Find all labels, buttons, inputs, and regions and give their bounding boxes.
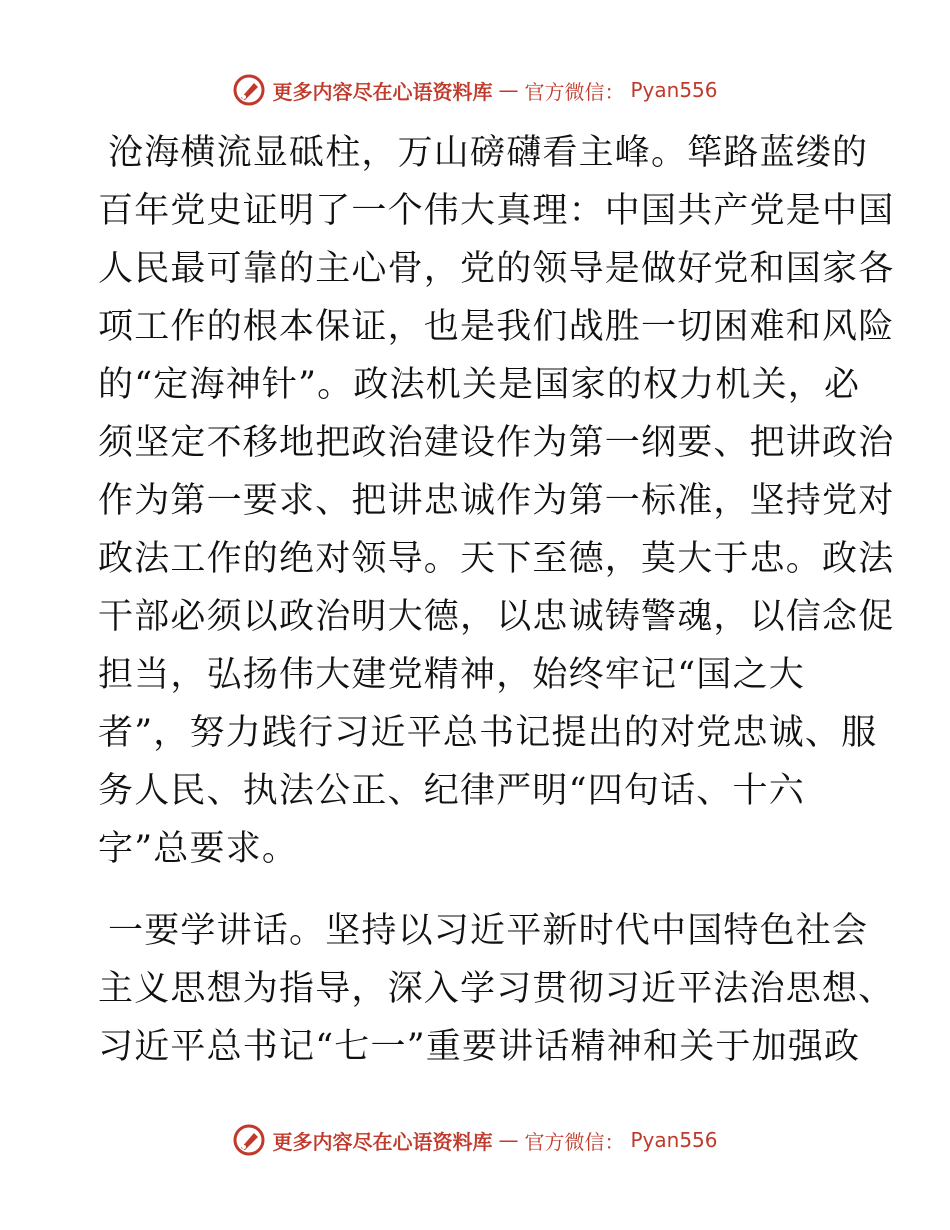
text-line: 一要学讲话。坚持以习近平新时代中国特色社会: [108, 911, 869, 951]
footer-banner: [0, 1120, 950, 1160]
text-line: 字”总要求。: [98, 829, 299, 869]
text-line: 担当，弘扬伟大建党精神，始终牢记“国之大: [98, 655, 805, 695]
text-line: 干部必须以政治明大德，以忠诚铸警魂，以信念促: [98, 597, 895, 637]
paragraph-2: [98, 902, 895, 1076]
text-line: 百年党史证明了一个伟大真理：中国共产党是中国: [98, 191, 895, 231]
footer-main-text: 更多内容尽在心语资料库: [272, 1129, 493, 1154]
paragraph-gap: [98, 878, 858, 902]
footer-wechat-id: Pyan556: [630, 1128, 718, 1152]
text-line: 人民最可靠的主心骨，党的领导是做好党和国家各: [98, 249, 895, 289]
header-wechat-id: Pyan556: [630, 78, 718, 102]
header-wechat-label: 官方微信：: [524, 79, 625, 104]
text-line: 沧海横流显砥柱，万山磅礴看主峰。筚路蓝缕的: [108, 133, 869, 173]
header-separator: —: [498, 78, 519, 102]
text-line: 习近平总书记“七一”重要讲话精神和关于加强政: [98, 1027, 861, 1067]
footer-separator: —: [498, 1128, 519, 1152]
document-body: [98, 124, 895, 1076]
text-line: 的“定海神针”。政法机关是国家的权力机关，必: [98, 365, 861, 405]
pen-nib-logo-icon: [232, 1123, 266, 1157]
pen-nib-logo-icon: [232, 73, 266, 107]
text-line: 务人民、执法公正、纪律严明“四句话、十六: [98, 771, 805, 811]
footer-wechat-label: 官方微信：: [524, 1129, 625, 1154]
paragraph-1: [98, 124, 895, 878]
text-line: 作为第一要求、把讲忠诚作为第一标准，坚持党对: [98, 481, 895, 521]
text-line: 项工作的根本保证，也是我们战胜一切困难和风险: [98, 307, 895, 347]
text-line: 主义思想为指导，深入学习贯彻习近平法治思想、: [98, 969, 895, 1009]
header-banner: [0, 70, 950, 110]
text-line: 政法工作的绝对领导。天下至德，莫大于忠。政法: [98, 539, 895, 579]
text-line: 者”，努力践行习近平总书记提出的对党忠诚、服: [98, 713, 878, 753]
text-line: 须坚定不移地把政治建设作为第一纲要、把讲政治: [98, 423, 895, 463]
header-main-text: 更多内容尽在心语资料库: [272, 79, 493, 104]
